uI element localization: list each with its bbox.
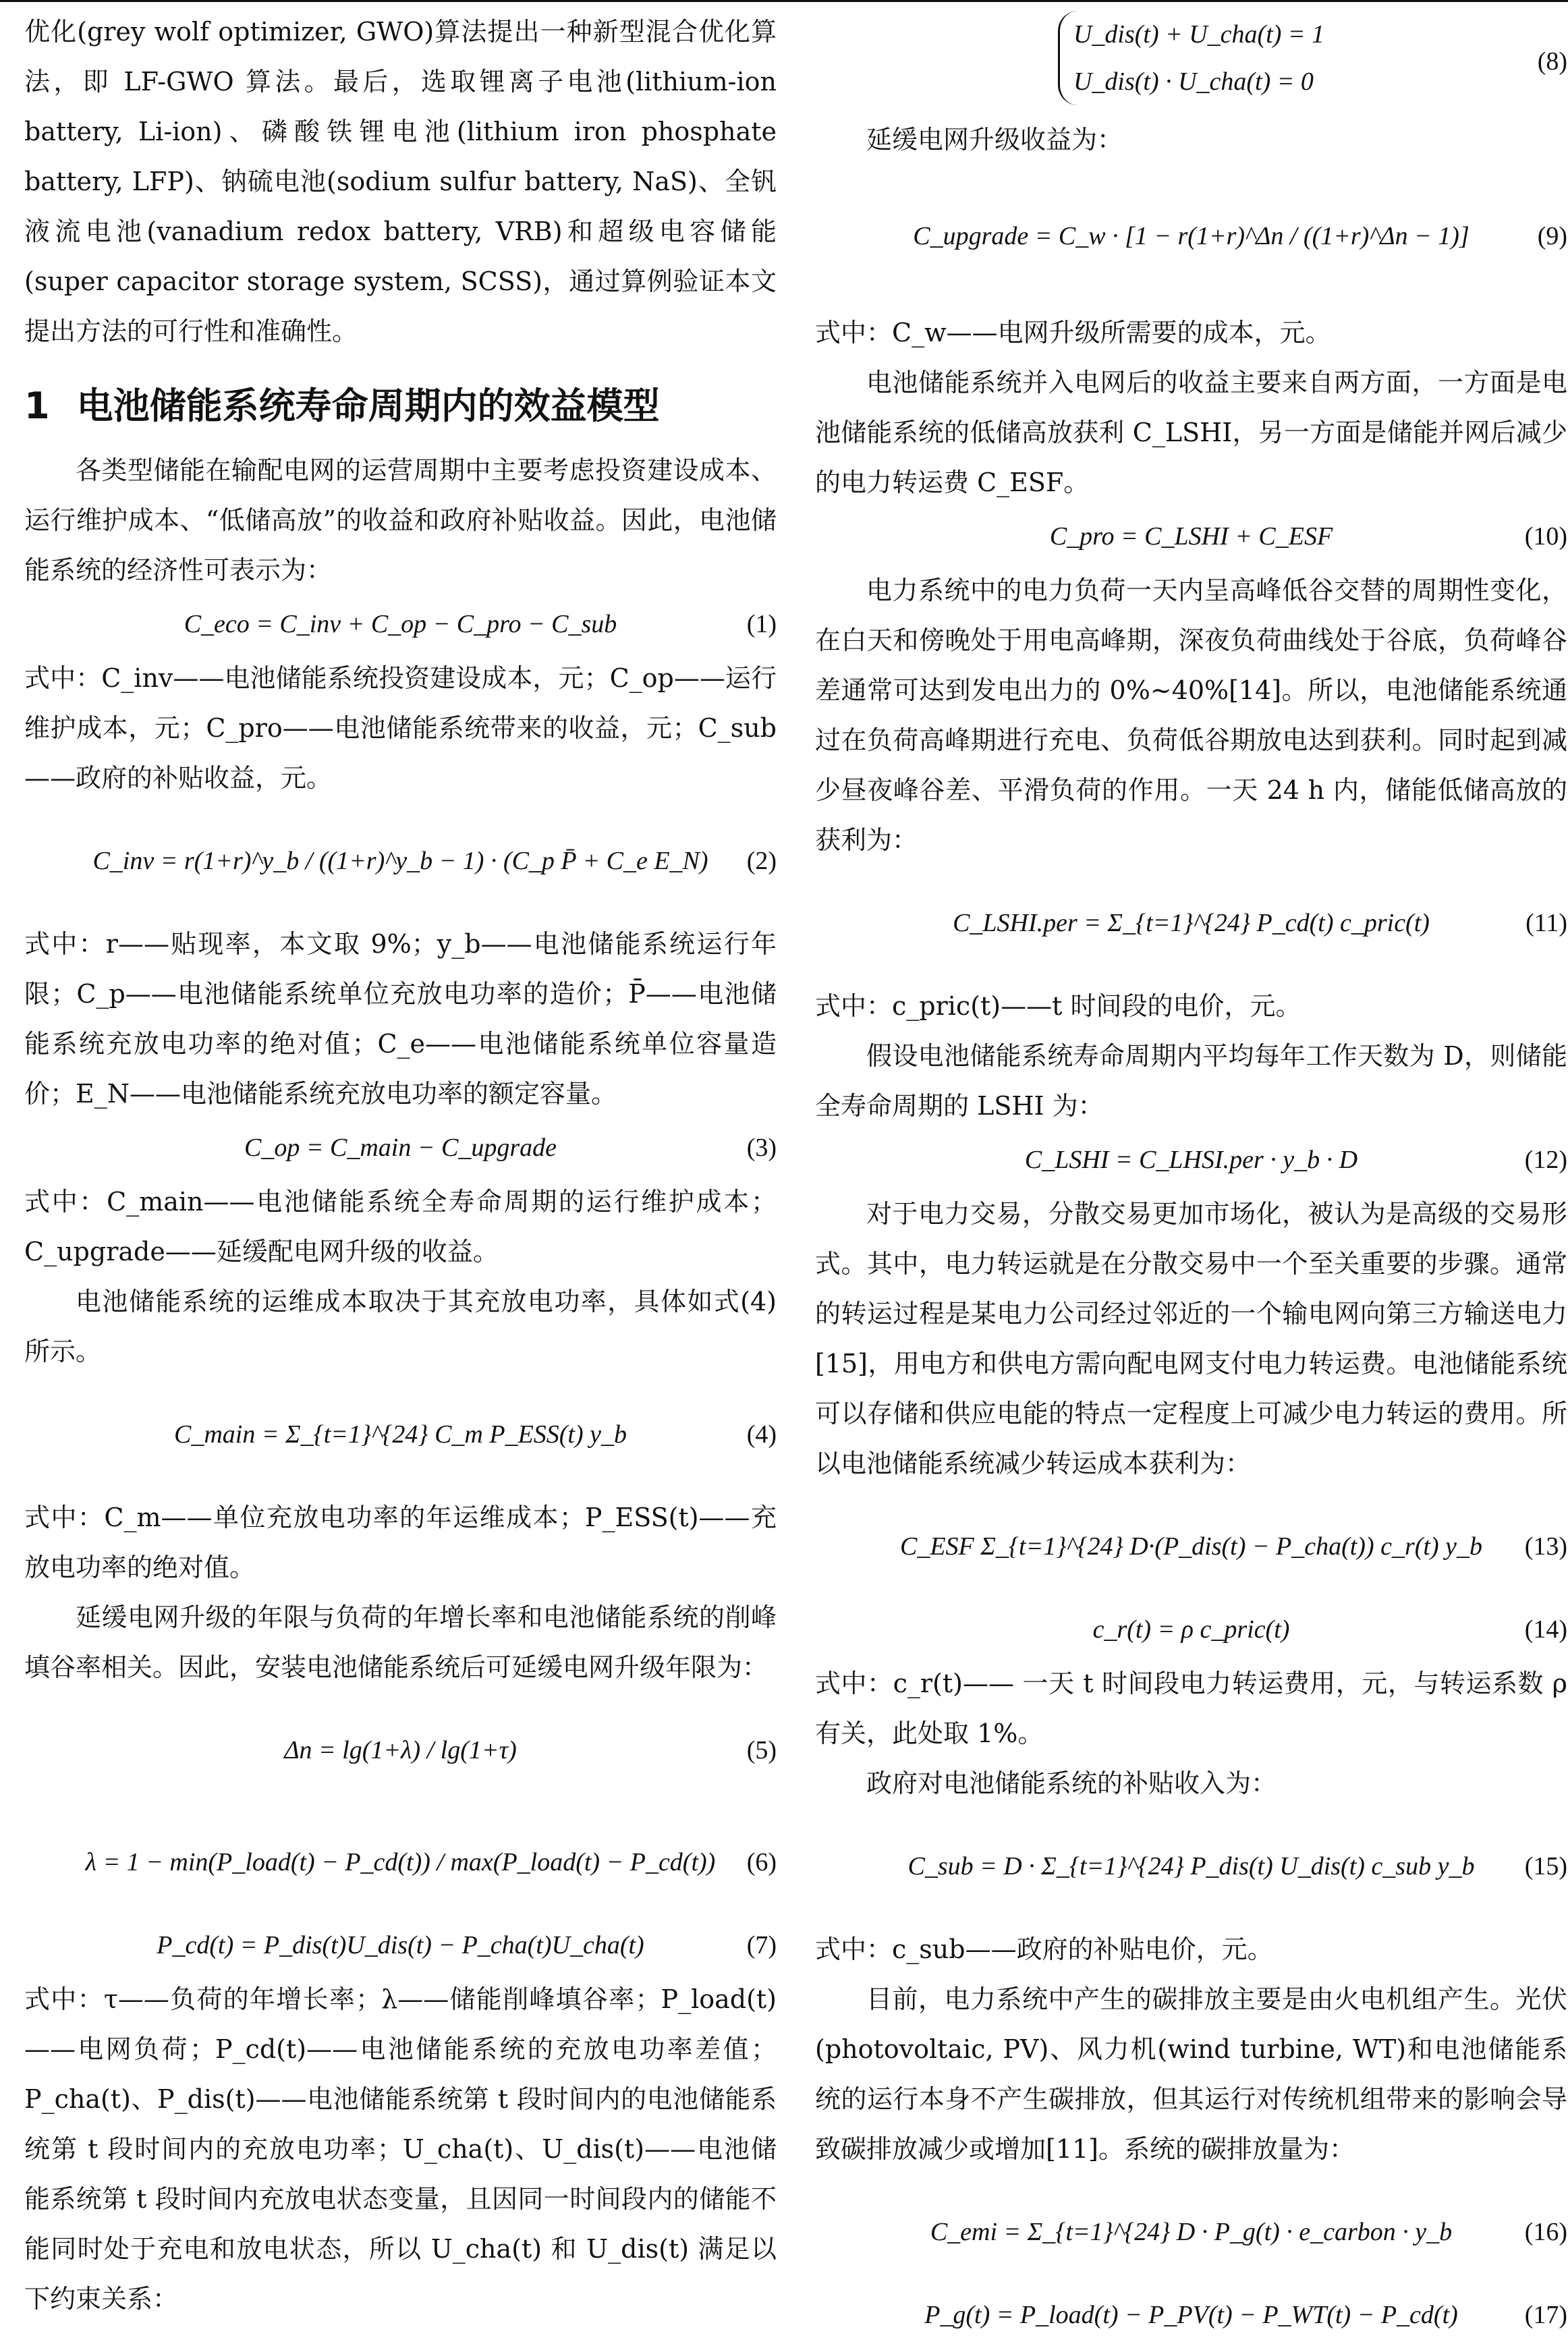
equation-10: C_pro = C_LSHI + C_ESF (10) bbox=[1049, 522, 1567, 551]
right-column bbox=[815, 7, 1567, 2344]
paragraph: 各类型储能在输配电网的运营周期中主要考虑投资建设成本、运行维护成本、“低储高放”的收益和政府补贴收益。因此，电池储能系统的经济性可表示为： bbox=[24, 455, 777, 585]
equation-8b: U_dis(t) · U_cha(t) = 0 bbox=[1073, 67, 1314, 96]
equation-5: Δn = lg(1+λ) / lg(1+τ) (5) bbox=[284, 1736, 777, 1764]
equation-9: C_upgrade = C_w · [1 − r(1+r)^Δn / ((1+r)^Δn − 1)] (9) bbox=[913, 222, 1567, 250]
paragraph: 式中：C_w——电网升级所需要的成本，元。 bbox=[815, 318, 1331, 347]
paragraph: 式中：c_r(t)—— 一天 t 时间段电力转运费用，元，与转运系数 ρ 有关，此处取 1%。 bbox=[815, 1669, 1567, 1748]
equation-2: C_inv = r(1+r)^y_b / ((1+r)^y_b − 1) · (C_p P̄ + C_e E_N) (2) bbox=[92, 847, 777, 875]
paragraph: 电力系统中的电力负荷一天内呈高峰低谷交替的周期性变化，在白天和傍晚处于用电高峰期，深夜负荷曲线处于谷底，负荷峰谷差通常可达到发电出力的 0%~40%[14]。所以，电池储能系统通过在负荷高峰期进行充电、负荷低谷期放电达到获利。同时起到减少昼夜峰谷差、平滑负荷的作用。一天 24 h 内，储能低储高放的获利为： bbox=[815, 576, 1567, 855]
section-number: 1 bbox=[24, 385, 50, 427]
paragraph: 目前，电力系统中产生的碳排放主要是由火电机组产生。光伏(photovoltaic, PV)、风力机(wind turbine, WT)和电池储能系统的运行本身不产生碳排放，但其运行对传统机组带来的影响会导致碳排放减少或增加[11]。系统的碳排放量为： bbox=[815, 1984, 1567, 2164]
equation-17: P_g(t) = P_load(t) − P_PV(t) − P_WT(t) − P_cd(t) (17) bbox=[924, 2301, 1567, 2329]
equation-14: c_r(t) = ρ c_pric(t) (14) bbox=[1092, 1615, 1567, 1644]
paragraph: 式中：c_pric(t)——t 时间段的电价，元。 bbox=[815, 991, 1301, 1021]
equation-7: P_cd(t) = P_dis(t)U_dis(t) − P_cha(t)U_cha(t) (7) bbox=[157, 1931, 777, 1959]
equation-8: U_dis(t) + U_cha(t) = 1 U_dis(t) · U_cha(t) = 0 (8) bbox=[815, 11, 1567, 111]
paragraph: 延缓电网升级的年限与负荷的年增长率和电池储能系统的削峰填谷率相关。因此，安装电池储能系统后可延缓电网升级年限为： bbox=[24, 1602, 777, 1682]
paragraph: 式中：r——贴现率，本文取 9%；y_b——电池储能系统运行年限；C_p——电池储能系统单位充放电功率的造价；P̄——电池储能系统充放电功率的绝对值；C_e——电池储能系统单位容量造价；E_N——电池储能系统充放电功率的额定容量。 bbox=[24, 929, 777, 1109]
equation-16: C_emi = Σ_{t=1}^{24} D · P_g(t) · e_carbon · y_b (16) bbox=[930, 2218, 1567, 2246]
equation-6: λ = 1 − min(P_load(t) − P_cd(t)) / max(P_load(t) − P_cd(t)) (6) bbox=[85, 1848, 777, 1876]
paragraph: 式中：C_main——电池储能系统全寿命周期的运行维护成本；C_upgrade——延缓配电网升级的收益。 bbox=[24, 1187, 777, 1266]
paragraph: 电池储能系统的运维成本取决于其充放电功率，具体如式(4)所示。 bbox=[24, 1287, 777, 1366]
section-title: 电池储能系统寿命周期内的效益模型 bbox=[76, 385, 660, 427]
equation-4: C_main = Σ_{t=1}^{24} C_m P_ESS(t) y_b (4) bbox=[173, 1420, 777, 1449]
left-column bbox=[24, 7, 777, 2324]
paragraph: 式中：C_inv——电池储能系统投资建设成本，元；C_op——运行维护成本，元；C_pro——电池储能系统带来的收益，元；C_sub——政府的补贴收益，元。 bbox=[24, 663, 777, 793]
equation-8a: U_dis(t) + U_cha(t) = 1 bbox=[1073, 20, 1325, 49]
paragraph: 延缓电网升级收益为： bbox=[866, 125, 1123, 155]
equation-13: C_ESF Σ_{t=1}^{24} D·(P_dis(t) − P_cha(t)) c_r(t) y_b (13) bbox=[899, 1532, 1567, 1561]
equation-15: C_sub = D · Σ_{t=1}^{24} P_dis(t) U_dis(t) c_sub y_b (15) bbox=[907, 1852, 1567, 1880]
top-rule bbox=[0, 0, 1568, 2]
section-heading bbox=[24, 372, 777, 440]
equation-11: C_LSHI.per = Σ_{t=1}^{24} P_cd(t) c_pric(t) (11) bbox=[953, 909, 1567, 937]
paragraph: 式中：c_sub——政府的补贴电价，元。 bbox=[815, 1934, 1273, 1964]
paragraph: 式中：τ——负荷的年增长率；λ——储能削峰填谷率；P_load(t)——电网负荷；P_cd(t)——电池储能系统的充放电功率差值；P_cha(t)、P_dis(t)——电池储能系统第 t 段时间内的电池储能系统第 t 段时间内的充放电功率；U_cha(t)、U_dis(t)——电池储能系统第 t 段时间内充放电状态变量，且因同一时间段内的储能不能同时处于充电和放电状态，所以 U_cha(t) 和 U_dis(t) 满足以下约束关系： bbox=[24, 1984, 777, 2314]
equation-3: C_op = C_main − C_upgrade (3) bbox=[244, 1134, 777, 1162]
paragraph: 政府对电池储能系统的补贴收入为： bbox=[866, 1768, 1277, 1798]
paragraph: 假设电池储能系统寿命周期内平均每年工作天数为 D，则储能全寿命周期的 LSHI 为： bbox=[815, 1041, 1567, 1121]
paragraph: 电池储能系统并入电网后的收益主要来自两方面，一方面是电池储能系统的低储高放获利 C_LSHI，另一方面是储能并网后减少的电力转运费 C_ESF。 bbox=[815, 368, 1567, 497]
paragraph: 对于电力交易，分散交易更加市场化，被认为是高级的交易形式。其中，电力转运就是在分散交易中一个至关重要的步骤。通常的转运过程是某电力公司经过邻近的一个输电网向第三方输送电力[15]，用电方和供电方需向配电网支付电力转运费。电池储能系统可以存储和供应电能的特点一定程度上可减少电力转运的费用。所以电池储能系统减少转运成本获利为： bbox=[815, 1199, 1567, 1478]
equation-1: C_eco = C_inv + C_op − C_pro − C_sub (1) bbox=[184, 610, 777, 638]
intro-paragraph: 优化(grey wolf optimizer, GWO)算法提出一种新型混合优化算法，即 LF-GWO 算法。最后，选取锂离子电池(lithium-ion battery, Li-ion)、磷酸铁锂电池(lithium iron phosphate battery, LFP)、钠硫电池(sodium sulfur battery, NaS)、全钒液流电池(vanadium redox battery, VRB)和超级电容储能(super capacitor storage system, SCSS)，通过算例验证本文提出方法的可行性和准确性。 bbox=[24, 17, 777, 346]
paragraph: 式中：C_m——单位充放电功率的年运维成本；P_ESS(t)——充放电功率的绝对值。 bbox=[24, 1503, 777, 1582]
equation-12: C_LSHI = C_LHSI.per · y_b · D (12) bbox=[1024, 1146, 1567, 1174]
